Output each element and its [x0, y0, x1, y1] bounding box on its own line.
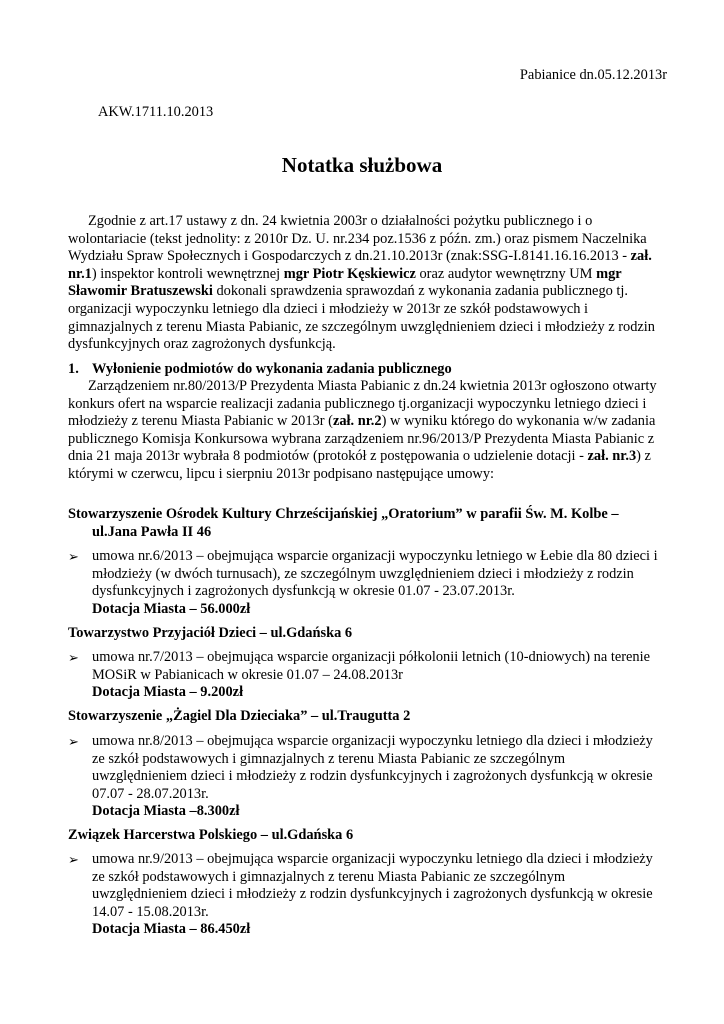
intro-paragraph: [68, 213, 668, 354]
organization-heading: [68, 827, 668, 845]
grant-amount: Dotacja Miasta – 56.000zł: [92, 600, 251, 617]
contract-item: [68, 733, 658, 821]
organization-name: Stowarzyszenie Ośrodek Kultury Chrześcijańskiej „Oratorium” w parafii Św. M. Kolbe –: [68, 506, 619, 522]
place-date: Pabianice dn.05.12.2013r: [519, 67, 667, 83]
intro-text: ) inspektor kontroli wewnętrznej: [91, 265, 284, 282]
arrow-bullet-icon: ➢: [68, 549, 79, 564]
arrow-bullet-icon: ➢: [68, 852, 79, 867]
organization-name: Związek Harcerstwa Polskiego – ul.Gdańska 6: [68, 827, 354, 843]
auditor-name: mgr Sławomir Bratuszewski: [68, 265, 622, 300]
section-paragraph: [68, 378, 668, 484]
organization-heading: [68, 506, 668, 541]
intro-text: Zgodnie z art.17 ustawy z dn. 24 kwietnia 2003r o działalności pożytku publicznego i o wolontariacie (tekst jednolity: z 2010r Dz. U. nr.234 poz.1536 z późn. zm.) oraz pismem Naczelnika Wydziału Spraw Społecznych i Gospodarczych z dn.21.10.2013r (znak:SSG-I.8141.16.16.2013 -: [68, 213, 647, 265]
organization-name: Stowarzyszenie „Żagiel Dla Dzieciaka” – ul.Traugutta 2: [68, 708, 411, 724]
contract-item: [68, 548, 658, 618]
contract-text: umowa nr.6/2013 – obejmująca wsparcie organizacji wypoczynku letniego w Łebie dla 80 dzieci i młodzieży (w dwóch turnusach), ze szczególnym uwzględnieniem dzieci i młodzieży z rodzin dysfunkcyjnych i zagrożonych dysfunkcją w okresie 01.07 - 23.07.2013r.: [92, 548, 658, 600]
section-text: ) w wyniku którego do wykonania w/w zadania publicznego Komisja Konkursowa wybrana zarządzeniem nr.96/2013/P Prezydenta Miasta Pabianic z dnia 21 maja 2013r wybrała 8 podmiotów (protokół z postępowania o udzielenie dotacji -: [68, 413, 656, 465]
intro-text: oraz audytor wewnętrzny UM: [415, 265, 597, 282]
section-text: Zarządzeniem nr.80/2013/P Prezydenta Miasta Pabianic z dn.24 kwietnia 2013r ogłoszono otwarty konkurs ofert na wsparcie realizacji zadania publicznego tj.organizacji wypoczynku letniego dzieci i młodzieży z terenu Miasta Pabianic w 2013r (: [68, 378, 657, 430]
contract-text: umowa nr.9/2013 – obejmująca wsparcie organizacji wypoczynku letniego dla dzieci i młodzieży ze szkół podstawowych i gimnazjalnych z terenu Miasta Pabianic ze szczególnym uwzględnieniem dzieci i młodzieży z rodzin dysfunkcyjnych i zagrożonych dysfunkcją w okresie 14.07 - 15.08.2013r.: [92, 851, 653, 920]
organization-heading: [68, 625, 668, 643]
grant-amount: Dotacja Miasta – 86.450zł: [92, 921, 251, 938]
contract-item: [68, 851, 658, 939]
arrow-bullet-icon: ➢: [68, 650, 79, 665]
attachment-ref: zał. nr.1: [68, 248, 652, 282]
attachment-ref: zał. nr.2: [332, 413, 382, 430]
organization-address: ul.Jana Pawła II 46: [92, 523, 212, 540]
grant-amount: Dotacja Miasta –8.300zł: [92, 803, 240, 820]
contract-text: umowa nr.7/2013 – obejmująca wsparcie organizacji półkolonii letnich (10-dniowych) na terenie MOSiR w Pabianicach w okresie 01.07 – 24.08.2013r: [92, 649, 651, 683]
arrow-bullet-icon: ➢: [68, 734, 79, 749]
contract-item: [68, 649, 658, 702]
organization-heading: [68, 708, 668, 726]
reference-number: AKW.1711.10.2013: [98, 104, 214, 120]
section-heading-text: Wyłonienie podmiotów do wykonania zadania publicznego: [92, 361, 452, 377]
contract-text: umowa nr.8/2013 – obejmująca wsparcie organizacji wypoczynku letniego dla dzieci i młodzieży ze szkół podstawowych i gimnazjalnych z terenu Miasta Pabianic ze szczególnym uwzględnieniem dzieci i młodzieży z rodzin dysfunkcyjnych i zagrożonych dysfunkcją w okresie 07.07 - 28.07.2013r.: [92, 733, 653, 802]
organization-name: Towarzystwo Przyjaciół Dzieci – ul.Gdańska 6: [68, 625, 353, 641]
section-number: 1.: [68, 361, 79, 377]
attachment-ref: zał. nr.3: [587, 448, 637, 465]
section-text: ) z którymi w czerwcu, lipcu i sierpniu 2013r podpisano następujące umowy:: [68, 448, 651, 482]
document-title: Notatka służbowa: [281, 153, 443, 177]
section-heading: [68, 361, 668, 379]
intro-text: dokonali sprawdzenia sprawozdań z wykonania zadania publicznego tj. organizacji wypoczynku letniego dla dzieci i młodzieży w 2013r ze szkół podstawowych i gimnazjalnych z terenu Miasta Pabianic, ze szczególnym uwzględnieniem dzieci i młodzieży z rodzin dysfunkcyjnych oraz zagrożonych dysfunkcją.: [68, 283, 655, 353]
grant-amount: Dotacja Miasta – 9.200zł: [92, 684, 244, 701]
inspector-name: mgr Piotr Kęskiewicz: [283, 265, 416, 282]
